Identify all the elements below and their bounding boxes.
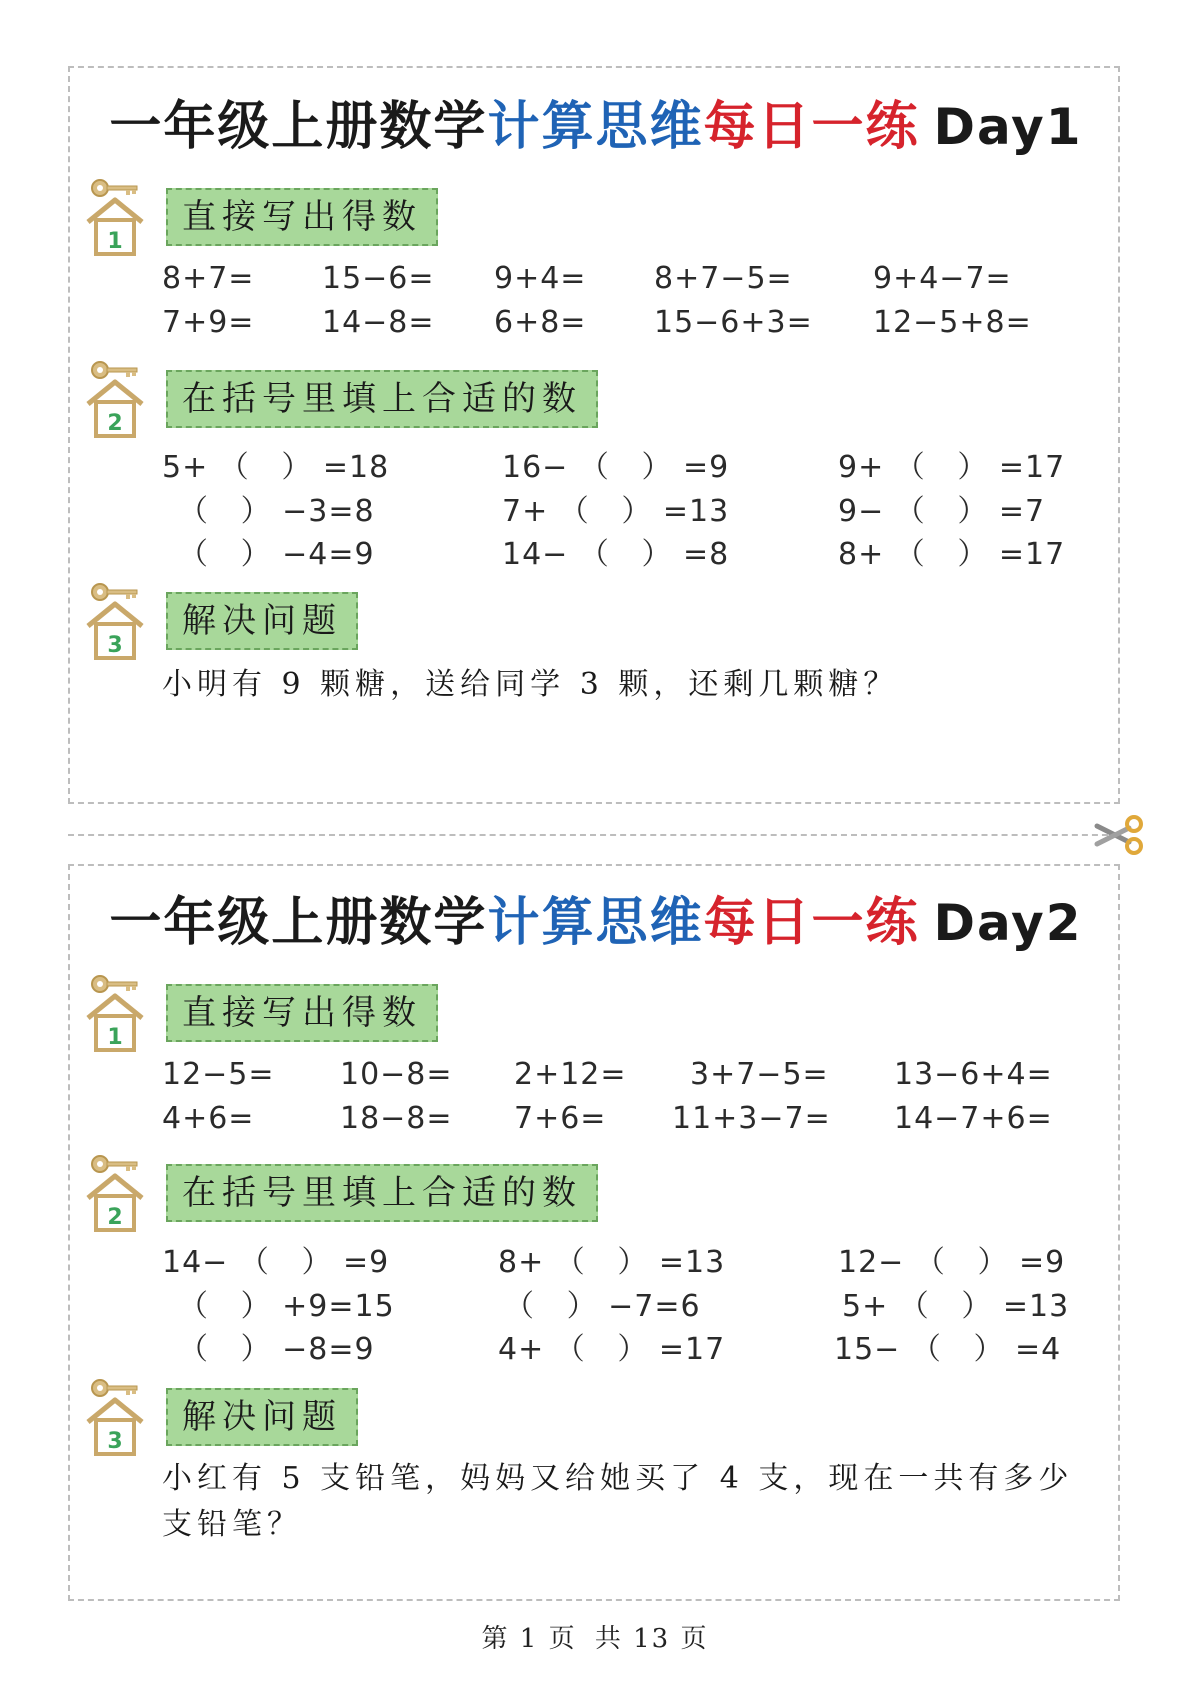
svg-text:3: 3 — [107, 633, 123, 658]
equation: 15−6+3= — [654, 305, 813, 340]
page-title-day2: 一年级上册数学计算思维每日一练 Day2 — [109, 893, 1083, 953]
equation: （ ） −8=9 — [178, 1332, 375, 1367]
svg-text:2: 2 — [107, 1205, 123, 1230]
equation: 14− （ ） =8 — [502, 537, 730, 572]
equation: 9+4−7= — [873, 261, 1012, 296]
svg-text:1: 1 — [107, 229, 123, 254]
section-label: 直接写出得数 — [166, 984, 438, 1042]
equation: 8+ （ ） =17 — [838, 537, 1066, 572]
equation: 9+4= — [494, 261, 587, 296]
equation: 9+ （ ） =17 — [838, 450, 1066, 485]
cut-line — [68, 834, 1118, 836]
equation: 12−5= — [162, 1057, 275, 1092]
equation: 16− （ ） =9 — [502, 450, 730, 485]
svg-text:3: 3 — [107, 1429, 123, 1454]
key-house-icon — [84, 972, 146, 1054]
key-house-icon — [84, 580, 146, 662]
section-label: 在括号里填上合适的数 — [166, 370, 598, 428]
equation: 11+3−7= — [672, 1101, 831, 1136]
scissors-icon — [1093, 812, 1145, 858]
key-house-icon — [84, 1152, 146, 1234]
equation: 14− （ ） =9 — [162, 1245, 390, 1280]
equation: 12−5+8= — [873, 305, 1032, 340]
key-house-icon — [84, 1376, 146, 1458]
equation: 9− （ ） =7 — [838, 494, 1046, 529]
equation: 10−8= — [340, 1057, 453, 1092]
day2-card — [68, 864, 1120, 1601]
equation: 8+7−5= — [654, 261, 793, 296]
equation: 2+12= — [514, 1057, 627, 1092]
equation: 6+8= — [494, 305, 587, 340]
day1-card — [68, 66, 1120, 804]
page-total: 共 13 页 — [594, 1624, 709, 1654]
equation: （ ） −7=6 — [504, 1289, 701, 1324]
word-problem: 小明有 9 颗糖，送给同学 3 颗，还剩几颗糖？ — [162, 667, 899, 702]
svg-text:2: 2 — [107, 411, 123, 436]
page-number: 第 1 页 — [481, 1624, 577, 1654]
equation: 7+6= — [514, 1101, 607, 1136]
equation: 7+ （ ） =13 — [502, 494, 730, 529]
section-label: 解决问题 — [166, 1388, 358, 1446]
svg-text:1: 1 — [107, 1025, 123, 1050]
equation: 8+ （ ） =13 — [498, 1245, 726, 1280]
section-label: 解决问题 — [166, 592, 358, 650]
equation: 15− （ ） =4 — [834, 1332, 1062, 1367]
equation: （ ） −3=8 — [178, 494, 375, 529]
equation: 3+7−5= — [690, 1057, 829, 1092]
equation: 4+ （ ） =17 — [498, 1332, 726, 1367]
equation: 15−6= — [322, 261, 435, 296]
equation: 4+6= — [162, 1101, 255, 1136]
equation: 13−6+4= — [894, 1057, 1053, 1092]
key-house-icon — [84, 358, 146, 440]
equation: 18−8= — [340, 1101, 453, 1136]
equation: 5+ （ ） =13 — [842, 1289, 1070, 1324]
equation: 14−7+6= — [894, 1101, 1053, 1136]
section-label: 直接写出得数 — [166, 188, 438, 246]
equation: 5+ （ ） =18 — [162, 450, 390, 485]
equation: 12− （ ） =9 — [838, 1245, 1066, 1280]
page-footer — [0, 1618, 1190, 1655]
key-house-icon — [84, 176, 146, 258]
equation: 7+9= — [162, 305, 255, 340]
equation: （ ） +9=15 — [178, 1289, 395, 1324]
section-label: 在括号里填上合适的数 — [166, 1164, 598, 1222]
equation: 14−8= — [322, 305, 435, 340]
equation: （ ） −4=9 — [178, 537, 375, 572]
equation: 8+7= — [162, 261, 255, 296]
page-title-day1: 一年级上册数学计算思维每日一练 Day1 — [109, 97, 1083, 157]
word-problem: 小红有 5 支铅笔，妈妈又给她买了 4 支，现在一共有多少支铅笔？ — [162, 1461, 1074, 1542]
